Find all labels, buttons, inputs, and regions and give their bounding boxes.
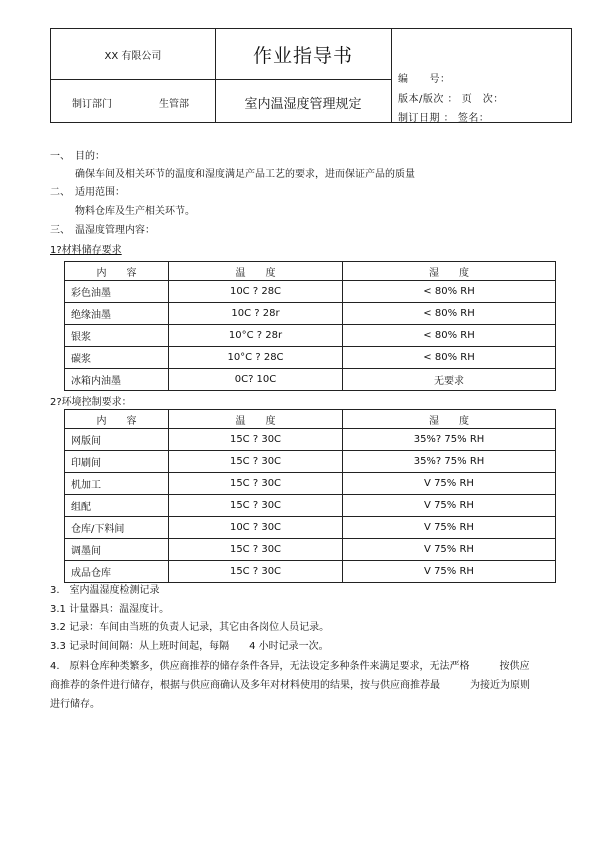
item-cell: 调墨间 [65,539,169,561]
item-cell: 冰箱内油墨 [65,369,169,391]
section-2-text: 物料仓库及生产相关环节。 [75,206,195,217]
section-1-heading: 一、 目的： [50,151,105,162]
humidity-cell: V 75% RH [343,473,556,495]
humidity-cell: 35%? 75% RH [343,429,556,451]
item-cell: 成品仓库 [65,561,169,583]
table-row [65,473,556,495]
note-4-line-2: 商推荐的条件进行储存，根据与供应商确认及多年对材料使用的结果，按与供应商推荐最 为接近为原则 [50,680,530,691]
humidity-cell: V 75% RH [343,561,556,583]
temperature-cell: 15C ? 30C [169,451,343,473]
date-label: 制订日期 ： 签名： [398,113,490,124]
item-cell: 银浆 [65,325,169,347]
document-header [50,28,572,123]
column-header: 内 容 [65,410,169,429]
humidity-cell: V 75% RH [343,517,556,539]
temperature-cell: 10C ? 30C [169,517,343,539]
storage-requirements-table [64,261,556,391]
item-cell: 彩色油墨 [65,281,169,303]
header-divider [391,29,392,122]
item-cell: 网版间 [65,429,169,451]
temperature-cell: 15C ? 30C [169,561,343,583]
temperature-cell: 10C ? 28C [169,281,343,303]
humidity-cell: < 80% RH [343,347,556,369]
doc-title: 室内温湿度管理规定 [244,96,362,112]
temperature-cell: 0C? 10C [169,369,343,391]
humidity-cell: V 75% RH [343,539,556,561]
version-label: 版本/版次 ： 页 次： [398,94,504,105]
note-3-heading: 3. 室内温湿度检测记录 [50,585,160,596]
dept-value: 生管部 [159,98,189,110]
humidity-cell: < 80% RH [343,325,556,347]
table-2-caption: 2?环境控制要求： [50,397,132,408]
humidity-cell: 35%? 75% RH [343,451,556,473]
table-row [65,369,556,391]
note-4-line-3: 进行储存。 [50,699,100,710]
note-4-line-1: 4. 原料仓库种类繁多，供应商推荐的储存条件各异，无法设定多种条件来满足要求，无法严格 按供应 [50,661,530,672]
humidity-cell: < 80% RH [343,281,556,303]
table-row [65,517,556,539]
item-cell: 印刷间 [65,451,169,473]
table-header-row [65,262,556,281]
note-3-3: 3.3 记录时间间隔：从上班时间起，每隔 4 小时记录一次。 [50,641,329,652]
table-header-row [65,410,556,429]
column-header: 内 容 [65,262,169,281]
temperature-cell: 15C ? 30C [169,473,343,495]
table-1-caption: 1?材料储存要求 [50,245,122,256]
table-row [65,495,556,517]
note-3-2: 3.2 记录：车间由当班的负责人记录，其它由各岗位人员记录。 [50,622,330,633]
temperature-cell: 10°C ? 28r [169,325,343,347]
section-2-heading: 二、 适用范围： [50,187,125,198]
humidity-cell: 无要求 [343,369,556,391]
column-header: 温 度 [169,410,343,429]
temperature-cell: 15C ? 30C [169,539,343,561]
table-row [65,429,556,451]
temperature-cell: 10C ? 28r [169,303,343,325]
table-row [65,539,556,561]
column-header: 温 度 [169,262,343,281]
table-row [65,281,556,303]
table-row [65,561,556,583]
dept-label: 制订部门 [72,98,112,110]
doc-type-title: 作业指导书 [252,44,353,67]
item-cell: 绝缘油墨 [65,303,169,325]
table-row [65,303,556,325]
column-header: 湿 度 [343,262,556,281]
humidity-cell: < 80% RH [343,303,556,325]
table-row [65,451,556,473]
item-cell: 仓库/下料间 [65,517,169,539]
column-header: 湿 度 [343,410,556,429]
item-cell: 组配 [65,495,169,517]
humidity-cell: V 75% RH [343,495,556,517]
temperature-cell: 15C ? 30C [169,495,343,517]
temperature-cell: 10°C ? 28C [169,347,343,369]
item-cell: 碳浆 [65,347,169,369]
doc-number-label: 编 号： [398,74,451,85]
table-row [65,347,556,369]
company-name: XX 有限公司 [104,50,162,62]
environment-control-table [64,409,556,583]
section-3-heading: 三、 温湿度管理内容： [50,225,155,236]
section-1-text: 确保车间及相关环节的温度和湿度满足产品工艺的要求，进而保证产品的质量 [75,169,415,180]
note-3-1: 3.1 计量器具：温湿度计。 [50,604,170,615]
table-row [65,325,556,347]
temperature-cell: 15C ? 30C [169,429,343,451]
item-cell: 机加工 [65,473,169,495]
